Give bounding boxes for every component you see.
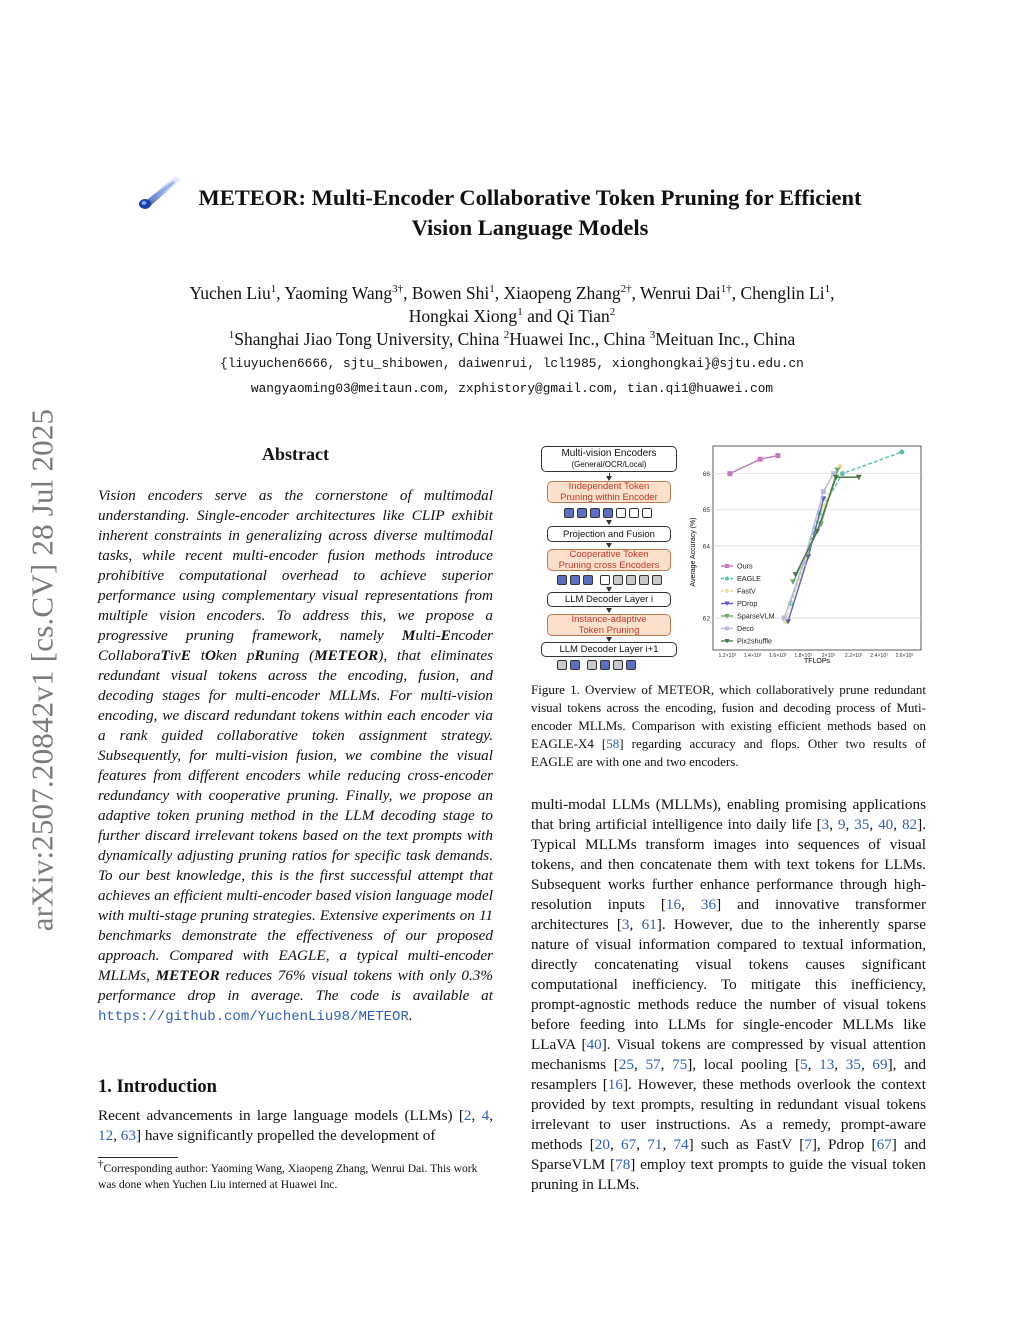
citation-link[interactable]: 25 (618, 1056, 634, 1073)
encoders-title: Multi-vision Encoders (561, 448, 657, 459)
acronym-text: t (190, 647, 205, 664)
legend-label: Ours (737, 561, 753, 571)
citation-link[interactable]: 13 (819, 1056, 835, 1073)
intro-left-body (98, 1106, 493, 1146)
title-line-1: METEOR: Multi-Encoder Collaborative Token Pruning for Efficient (198, 185, 862, 210)
stage2-line1: Cooperative Token (569, 549, 649, 560)
author-affil-mark: 1 (824, 283, 831, 296)
acronym-text: ncoder Collabora (98, 627, 493, 664)
citation-link[interactable]: 5 (800, 1056, 808, 1073)
title-line-2: Vision Language Models (411, 215, 649, 240)
intro-text: ], local pooling [ (687, 1056, 801, 1073)
token-row-2 (557, 575, 662, 585)
legend-marker (725, 577, 729, 581)
citation-link[interactable]: 57 (645, 1056, 661, 1073)
citation-link[interactable]: 7 (804, 1136, 812, 1153)
x-axis-label: TFLOPs (803, 658, 831, 664)
acronym-letter: T (160, 647, 170, 664)
flow-arrow-icon (609, 520, 610, 524)
encoders-subtitle: (General/OCR/Local) (571, 460, 647, 469)
intro-text: , (633, 1056, 646, 1073)
flow-arrow-icon (609, 473, 610, 480)
intro-text: , (629, 916, 642, 933)
token-icon (626, 575, 636, 585)
citation-link[interactable]: 16 (607, 1076, 623, 1093)
y-axis-label: Average Accuracy (%) (690, 517, 697, 587)
email-line-2[interactable]: wangyaoming03@meitaun.com, zxphistory@gmail.com, tian.qi1@huawei.com (250, 381, 774, 396)
token-icon (626, 660, 636, 670)
abstract-text: ), that eliminates redundant visual tokens across the encoding, fusion, and decoding stages for multi-encoder MLLMs. For multi-vision encoding, we discard redundant tokens within each encoder via a rank guided collaborative token assignment strategy. Subsequently, for multi-vision fusion, we combine the visual features from different encoders while reducing cross-encoder redundancy with cooperative pruning. Finally, we propose an adaptive token pruning method in the LLM decoding stage to further discard irrelevant tokens based on the text prompts with dynamically adjusting pruning ratios for specific task demands. To our best knowledge, this is the first successful attempt that achieves an efficient multi-encoder based vision language model with multi-stage pruning strategies. Extensive experiments on 11 benchmarks demonstrate the effectiveness of our proposed approach. Compared with EAGLE, a typical multi-encoder MLLMs, (98, 647, 493, 984)
intro-text: ]. Typical MLLMs transform images into sequences of visual tokens, and then concatenate them with text tokens for LLMs. Subsequent works further enhance performance through high-resolution inputs [ (531, 816, 926, 913)
author-affil-mark: 1† (720, 283, 732, 296)
token-icon (603, 508, 613, 518)
token-icon (613, 575, 623, 585)
token-icon (616, 508, 626, 518)
affiliation-line (100, 328, 924, 351)
flow-arrow-icon (609, 608, 610, 612)
legend-marker (725, 589, 729, 593)
independent-pruning-box (547, 481, 671, 503)
token-icon (570, 660, 580, 670)
affil-mark: 3 (649, 329, 656, 342)
acronym-text: iv (169, 647, 181, 664)
legend-marker (725, 627, 729, 631)
token-icon (570, 575, 580, 585)
token-icon (587, 660, 597, 670)
intro-text: , (860, 1056, 873, 1073)
token-icon (590, 508, 600, 518)
stage1-line2: Pruning within Encoder (560, 492, 658, 503)
intro-text: , (660, 1056, 673, 1073)
projection-label: Projection and Fusion (563, 528, 655, 540)
decoder-i1-label: LLM Decoder Layer i+1 (559, 644, 659, 655)
acronym-letter: M (401, 627, 416, 644)
citation-link[interactable]: 63 (120, 1127, 136, 1144)
intro-text: , (113, 1127, 121, 1144)
citation-link[interactable]: 69 (872, 1056, 888, 1073)
intro-text: ] employ text prompts to guide the visual token pruning in LLMs. (531, 1156, 926, 1193)
intro-text: , (834, 1056, 846, 1073)
citation-link[interactable]: 12 (98, 1127, 114, 1144)
citation-link[interactable]: 58 (606, 736, 620, 751)
token-row-1 (564, 508, 652, 518)
citation-link[interactable]: 67 (621, 1136, 637, 1153)
intro-text: ], and resamplers [ (531, 1056, 927, 1093)
acronym-text: uning ( (264, 647, 315, 664)
intro-text: ] and innovative transformer architectures [ (531, 896, 927, 933)
intro-text: ] have significantly propelled the development of (135, 1127, 436, 1144)
token-icon (600, 575, 610, 585)
citation-link[interactable]: 78 (615, 1156, 631, 1173)
intro-text: ]. However, due to the inherently sparse nature of visual information compared to textual information, directly concatenating visual tokens causes significant computational inefficiency. To mitigate this inefficiency, prompt-agnostic methods reduce the number of visual tokens before feeding into LLMs for single-encoder MLLMs like LLaVA [ (531, 916, 926, 1053)
acronym-text: ken p (215, 647, 255, 664)
citation-link[interactable]: 40 (878, 816, 894, 833)
stage3-line2: Token Pruning (578, 625, 640, 636)
intro-text: , (681, 896, 701, 913)
author-affil-mark: 1 (517, 306, 523, 319)
acronym-letter: O (204, 647, 216, 664)
affil-name: Meituan Inc., China (655, 329, 796, 349)
data-point (840, 471, 845, 476)
author-affil-mark: 3† (392, 283, 404, 296)
token-row-3 (557, 660, 636, 670)
footnote-rule (98, 1157, 178, 1158)
intro-text: ], Pdrop [ (811, 1136, 877, 1153)
affil-name: Huawei Inc., China (509, 329, 650, 349)
y-tick-labels (703, 471, 711, 622)
abstract-text: reduces 76% visual tokens with only 0.3% performance drop in average. The code is available at (98, 967, 494, 1004)
token-icon (639, 575, 649, 585)
intro-text: ] such as FastV [ (688, 1136, 805, 1153)
method-name: METEOR (314, 647, 379, 664)
accuracy-flops-chart (687, 442, 925, 664)
author-sep: , (830, 283, 835, 303)
decoder-layer-i-box (547, 592, 671, 607)
intro-text: , (893, 816, 902, 833)
token-icon (557, 660, 567, 670)
legend-label: Pix2shuffle (737, 636, 773, 646)
acronym-letter: E (440, 627, 451, 644)
affil-mark: 1 (228, 329, 235, 342)
y-tick-label: 66 (702, 471, 710, 479)
citation-link[interactable]: 9 (837, 816, 846, 833)
citation-link[interactable]: 35 (854, 816, 870, 833)
code-link[interactable]: https://github.com/YuchenLiu98/METEOR (98, 1009, 409, 1025)
citation-link[interactable]: 16 (665, 896, 682, 913)
token-icon (577, 508, 587, 518)
intro-text: ] and SparseVLM [ (531, 1136, 926, 1173)
citation-link[interactable]: 2 (463, 1107, 472, 1124)
acronym-letter: E (180, 647, 191, 664)
footnote (98, 1158, 493, 1193)
x-tick-label: 1.4×10¹ (743, 653, 762, 659)
intro-text: Recent advancements in large language models (LLMs) [ (98, 1107, 464, 1124)
y-tick-label: 64 (702, 543, 710, 551)
x-tick-label: 2.6×10¹ (895, 653, 914, 659)
x-tick-label: 2.2×10¹ (844, 653, 863, 659)
email-line-1[interactable]: {liuyuchen6666, sjtu_shibowen, daiwenrui, lcl1985, xionghongkai}@sjtu.edu.cn (220, 356, 804, 371)
section-heading-introduction: 1. Introduction (98, 1077, 217, 1097)
author-affil-mark: 1 (270, 283, 277, 296)
x-tick-label: 2×10¹ (821, 653, 836, 659)
intro-paragraph (98, 1106, 493, 1146)
intro-text: , (471, 1107, 482, 1124)
data-point (775, 453, 780, 458)
cooperative-pruning-box (547, 549, 671, 571)
legend-marker (725, 564, 729, 568)
x-tick-label: 2.4×10¹ (870, 653, 888, 659)
data-point (821, 489, 826, 494)
stage3-line1: Instance-adaptive (571, 614, 647, 625)
intro-text: , (662, 1136, 674, 1153)
instance-adaptive-pruning-box (547, 614, 671, 636)
author-affil-mark: 2† (620, 283, 632, 296)
citation-link[interactable]: 40 (586, 1036, 602, 1053)
author-block (100, 282, 924, 400)
data-point (727, 471, 732, 476)
author-name: , Wenrui Dai (631, 283, 721, 303)
token-icon (629, 508, 639, 518)
intro-text: , (869, 816, 879, 833)
intro-text: , (845, 816, 855, 833)
intro-text: ]. However, these methods overlook the context provided by text prompts, resulting in redundant visual tokens irrelevant to user instructions. As a remedy, prompt-aware methods [ (531, 1076, 926, 1153)
legend-label: SparseVLM (737, 611, 775, 621)
method-name: METEOR (155, 967, 220, 984)
intro-paragraph (531, 795, 926, 1195)
token-icon (613, 660, 623, 670)
intro-text: , (636, 1136, 648, 1153)
projection-fusion-box (547, 526, 671, 542)
decoder-layer-i1-box (541, 642, 677, 657)
abstract-text: Vision encoders serve as the cornerstone of multimodal understanding. Single-encoder architectures like CLIP exhibit inherent constraints in generalizing across diverse multimodal tasks, while recent multi-encoder fusion methods introduce prohibitive computational overhead to achieve superior performance using complementary visual representations from multiple vision encoders. To address this, we propose a progressive pruning framework, namely (98, 487, 493, 644)
arxiv-stamp-text: arXiv:2507.20842v1 [cs.CV] 28 Jul 2025 (24, 408, 60, 932)
author-name: Hongkai Xiong (408, 306, 518, 326)
affil-mark: 2 (503, 329, 510, 342)
author-name: , Chenglin Li (731, 283, 825, 303)
data-point (899, 450, 904, 455)
x-tick-label: 1.8×10¹ (794, 653, 813, 659)
intro-text: ]. Visual tokens are compressed by visual attention mechanisms [ (531, 1036, 926, 1073)
legend-label: Deco (737, 624, 754, 633)
citation-link[interactable]: 4 (481, 1107, 490, 1124)
intro-text: , (609, 1136, 622, 1153)
y-tick-label: 65 (702, 507, 710, 515)
multi-vision-encoders-box (541, 446, 677, 472)
y-tick-label: 62 (702, 615, 710, 623)
abstract-heading: Abstract (262, 444, 329, 464)
token-icon (564, 508, 574, 518)
citation-link[interactable]: 75 (672, 1056, 688, 1073)
footnote-text: Corresponding author: Yaoming Wang, Xiaopeng Zhang, Wenrui Dai. This work was done when Yuchen Liu interned at Huawei Inc. (98, 1162, 478, 1191)
stage2-line2: Pruning cross Encoders (558, 560, 660, 571)
author-affil-mark: 1 (489, 283, 495, 296)
citation-link[interactable]: 67 (876, 1136, 892, 1153)
author-name: , Xiaopeng Zhang (494, 283, 621, 303)
author-name: and Qi Tian (522, 306, 610, 326)
intro-text: , (807, 1056, 820, 1073)
intro-right-body (531, 795, 926, 1195)
token-icon (557, 575, 567, 585)
flow-arrow-icon (609, 637, 610, 641)
intro-text: , (829, 816, 838, 833)
arxiv-stamp (22, 370, 62, 970)
footnote-mark: † (98, 1158, 104, 1171)
author-affil-mark: 2 (609, 306, 616, 319)
flow-arrow-icon (609, 587, 610, 591)
data-point (758, 457, 763, 462)
author-name: , Yaoming Wang (276, 283, 393, 303)
citation-link[interactable]: 74 (673, 1136, 689, 1153)
citation-link[interactable]: 82 (901, 816, 918, 833)
citation-link[interactable]: 71 (647, 1136, 663, 1153)
acronym-text: ulti- (415, 627, 441, 644)
legend-label: FastV (737, 586, 756, 596)
legend-label: EAGLE (737, 574, 761, 583)
abstract-text: . (408, 1007, 413, 1024)
x-tick-label: 1.2×10¹ (718, 653, 737, 659)
author-name: , Bowen Shi (403, 283, 490, 303)
x-tick-label: 1.6×10¹ (769, 653, 787, 659)
author-name: Yuchen Liu (189, 283, 271, 303)
acronym-letter: R (254, 647, 265, 664)
citation-link[interactable]: 61 (641, 916, 657, 933)
author-line-2 (100, 305, 924, 328)
citation-link[interactable]: 36 (700, 896, 717, 913)
abstract-paragraph (98, 486, 493, 1027)
citation-link[interactable]: 35 (845, 1056, 861, 1073)
data-point (782, 615, 787, 620)
affil-name: Shanghai Jiao Tong University, China (234, 329, 504, 349)
abstract-body (98, 486, 493, 1027)
intro-text: , (489, 1107, 493, 1124)
token-icon (652, 575, 662, 585)
decoder-i-label: LLM Decoder Layer i (564, 594, 654, 605)
citation-link[interactable]: 3 (621, 916, 630, 933)
caption-text: ] regarding accuracy and flops. Other two results of EAGLE are with one and two encoders. (531, 736, 926, 769)
citation-link[interactable]: 3 (821, 816, 830, 833)
paper-title (120, 183, 940, 243)
intro-text: multi-modal LLMs (MLLMs), enabling promising applications that bring artificial intelligence into daily life [ (531, 796, 926, 833)
stage1-line1: Independent Token (568, 481, 650, 492)
figure-1 (531, 442, 926, 664)
author-line-1 (100, 282, 924, 305)
figure-1-caption (531, 681, 926, 771)
flow-arrow-icon (609, 543, 610, 547)
citation-link[interactable]: 20 (594, 1136, 610, 1153)
token-icon (642, 508, 652, 518)
caption-text: Figure 1. Overview of METEOR, which collaboratively prune redundant visual tokens across the encoding, fusion and decoding process of Muti-encoder MLLMs. Comparison with existing efficient methods based on EAGLE-X4 [ (531, 682, 926, 751)
legend-label: PDrop (737, 599, 758, 608)
token-icon (583, 575, 593, 585)
token-icon (600, 660, 610, 670)
